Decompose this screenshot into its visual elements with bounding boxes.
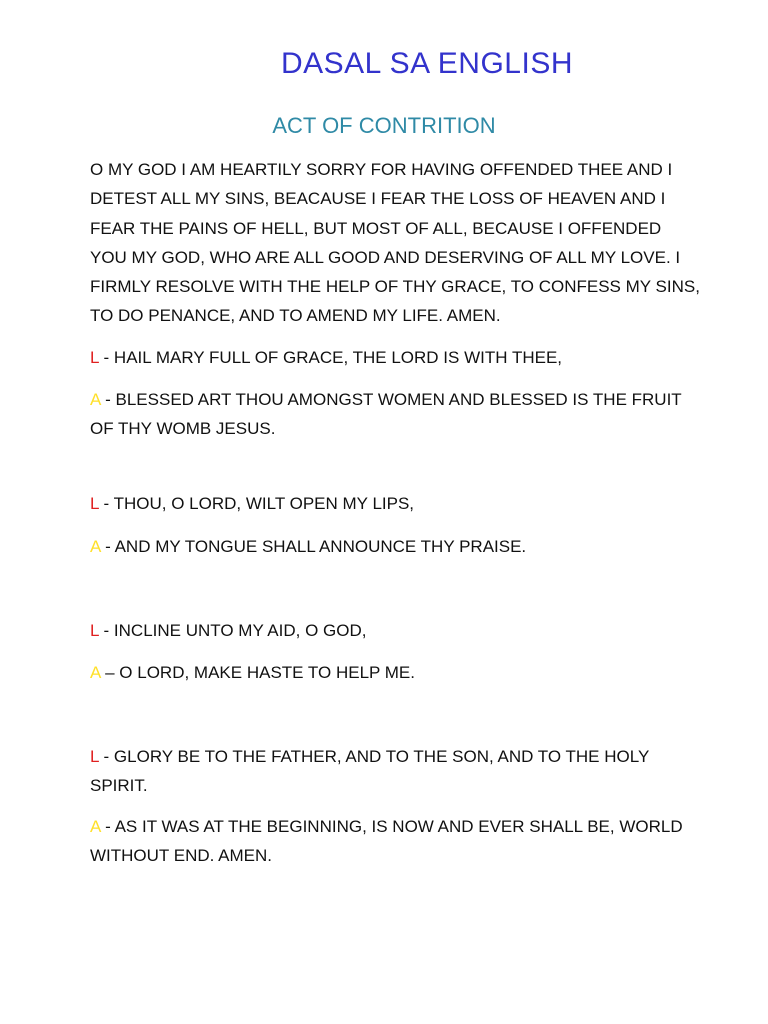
response-all-4 (90, 812, 690, 870)
act-of-contrition-paragraph (90, 155, 700, 331)
all-marker: A (90, 537, 101, 556)
response-text: WITHOUT END. AMEN. (90, 846, 272, 865)
response-leader-2 (90, 489, 690, 518)
response-text: – O LORD, MAKE HASTE TO HELP ME. (100, 663, 415, 682)
response-all-3 (90, 658, 690, 687)
leader-marker: L (90, 747, 99, 766)
response-leader-3 (90, 616, 690, 645)
response-text: SPIRIT. (90, 776, 148, 795)
leader-marker: L (90, 494, 99, 513)
response-text: OF THY WOMB JESUS. (90, 419, 276, 438)
response-text: - THOU, O LORD, WILT OPEN MY LIPS, (98, 494, 415, 513)
response-text: - BLESSED ART THOU AMONGST WOMEN AND BLESSED IS THE FRUIT (100, 390, 682, 409)
all-marker: A (90, 663, 101, 682)
response-text: - HAIL MARY FULL OF GRACE, THE LORD IS WITH THEE, (98, 348, 563, 367)
response-all-1 (90, 385, 690, 443)
response-text: - AS IT WAS AT THE BEGINNING, IS NOW AND EVER SHALL BE, WORLD (100, 817, 683, 836)
section-subtitle: ACT OF CONTRITION (272, 113, 496, 138)
paragraph-line: DETEST ALL MY SINS, BEACAUSE I FEAR THE LOSS OF HEAVEN AND I (90, 189, 666, 209)
response-leader-4 (90, 742, 690, 800)
response-text: - GLORY BE TO THE FATHER, AND TO THE SON, AND TO THE HOLY (98, 747, 650, 766)
paragraph-line: O MY GOD I AM HEARTILY SORRY FOR HAVING OFFENDED THEE AND I (90, 160, 673, 179)
paragraph-line: YOU MY GOD, WHO ARE ALL GOOD AND DESERVING OF ALL MY LOVE. I (90, 247, 681, 267)
page-title: DASAL SA ENGLISH (280, 47, 573, 80)
response-text: - INCLINE UNTO MY AID, O GOD, (98, 621, 367, 640)
response-all-2 (90, 532, 690, 561)
paragraph-line: FEAR THE PAINS OF HELL, BUT MOST OF ALL, BECAUSE I OFFENDED (90, 218, 662, 238)
response-text: - AND MY TONGUE SHALL ANNOUNCE THY PRAISE. (100, 537, 527, 556)
leader-marker: L (90, 348, 99, 367)
all-marker: A (90, 817, 101, 836)
paragraph-line: TO DO PENANCE, AND TO AMEND MY LIFE. AMEN. (90, 306, 501, 326)
paragraph-line: FIRMLY RESOLVE WITH THE HELP OF THY GRACE, TO CONFESS MY SINS, (90, 277, 700, 297)
leader-marker: L (90, 621, 99, 640)
response-leader-1 (90, 343, 690, 372)
all-marker: A (90, 390, 101, 409)
